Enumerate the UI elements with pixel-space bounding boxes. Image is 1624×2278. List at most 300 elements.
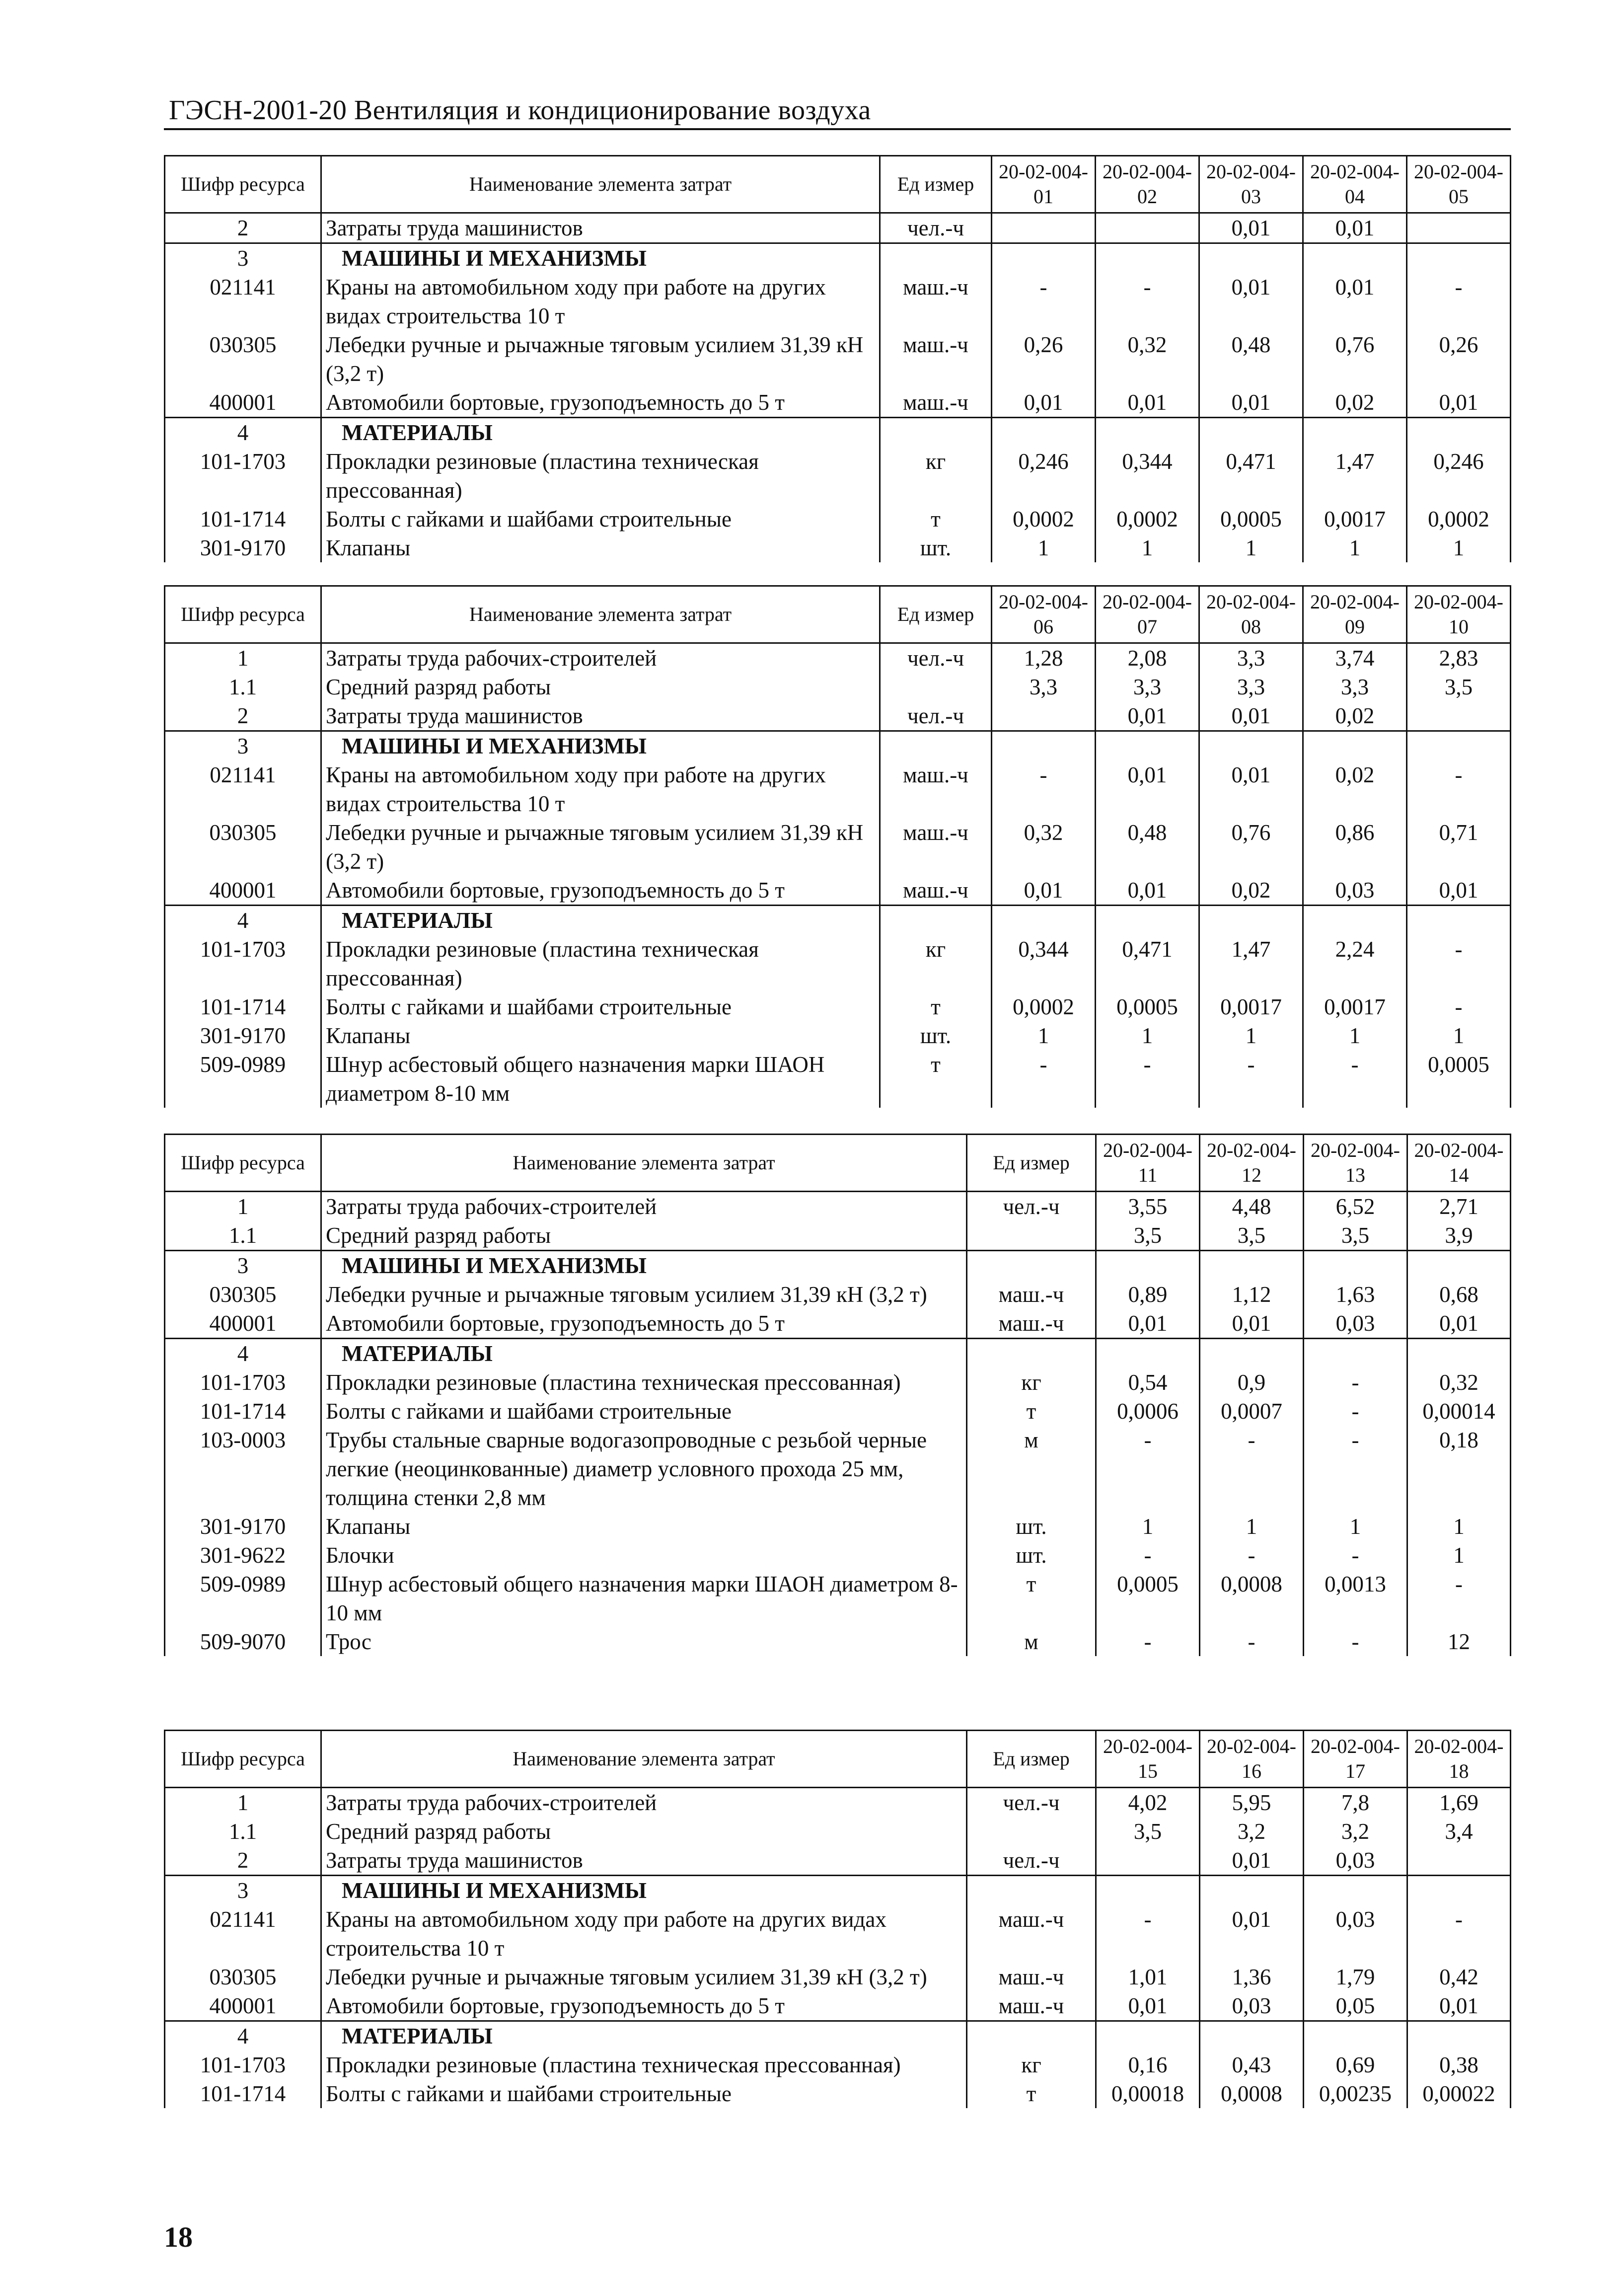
resource-code: 1: [165, 1788, 321, 1818]
resource-code: 509-0989: [165, 1570, 321, 1627]
norm-value: 0,0017: [1303, 992, 1407, 1021]
norm-value: -: [1407, 760, 1511, 818]
cost-element-name: Шнур асбестовый общего назначения марки ШАОН диаметром 8-10 мм: [321, 1050, 880, 1108]
norm-value: 0,01: [1096, 388, 1199, 418]
page-number: 18: [164, 2221, 193, 2253]
resource-code: 4: [165, 418, 321, 448]
norm-value: 3,3: [1199, 673, 1303, 701]
cost-element-name: Прокладки резиновые (пластина техническая прессованная): [321, 935, 880, 992]
norm-value: 0,01: [1200, 1846, 1304, 1876]
norm-value: [1200, 2021, 1304, 2051]
resource-code: 1.1: [165, 1221, 321, 1251]
header-unit: Ед измер: [967, 1731, 1096, 1788]
cost-element-name: Болты с гайками и шайбами строительные: [321, 2079, 967, 2108]
table-row: [165, 1991, 1511, 2021]
header-name: Наименование элемента затрат: [321, 156, 880, 213]
norm-value: 0,18: [1407, 1426, 1511, 1512]
table-row: [165, 533, 1511, 562]
norm-value: -: [1304, 1541, 1407, 1570]
norm-value: 1,79: [1304, 1963, 1407, 1991]
norm-value: 0,01: [1303, 213, 1407, 243]
resource-code: 103-0003: [165, 1426, 321, 1512]
norm-value: 0,01: [1407, 1991, 1511, 2021]
norm-value: -: [1096, 1627, 1200, 1656]
header-rule: [164, 128, 1511, 130]
norm-value: 1: [1199, 1021, 1303, 1050]
norm-value: 0,48: [1199, 330, 1303, 388]
norm-value: 0,00022: [1407, 2079, 1511, 2108]
norm-value: 2,08: [1096, 643, 1199, 673]
unit: т: [967, 1397, 1096, 1426]
norm-value: 0,01: [1407, 876, 1511, 906]
header-name: Наименование элемента затрат: [321, 1135, 967, 1192]
norm-value: 1: [1303, 1021, 1407, 1050]
norm-value: 1: [1096, 1512, 1200, 1541]
unit: маш.-ч: [967, 1280, 1096, 1309]
cost-element-name: Средний разряд работы: [321, 1817, 967, 1846]
norm-value: 0,32: [1096, 330, 1199, 388]
norm-value: 0,03: [1304, 1905, 1407, 1963]
table-row: [165, 2050, 1511, 2079]
norm-value: 0,00235: [1304, 2079, 1407, 2108]
table-row: [165, 213, 1511, 243]
norm-value: [1407, 1876, 1511, 1905]
unit: [967, 1221, 1096, 1251]
norm-value: [1407, 418, 1511, 448]
norm-value: 0,471: [1199, 447, 1303, 505]
cost-element-name: Автомобили бортовые, грузоподъемность до 5 т: [321, 876, 880, 906]
header-name: Наименование элемента затрат: [321, 586, 880, 643]
table-row: [165, 1050, 1511, 1108]
norm-value: 0,0005: [1096, 1570, 1200, 1627]
norm-value: -: [1096, 273, 1199, 330]
table-row: [165, 1426, 1511, 1512]
unit: маш.-ч: [880, 273, 992, 330]
header-norm-code: 20-02-004-13: [1304, 1135, 1407, 1192]
norm-value: [1199, 906, 1303, 935]
norm-value: [1096, 418, 1199, 448]
norm-value: 3,3: [1199, 643, 1303, 673]
resource-code: 400001: [165, 876, 321, 906]
norm-value: 0,76: [1199, 818, 1303, 876]
norm-value: [1304, 1251, 1407, 1281]
norm-value: 1,12: [1200, 1280, 1304, 1309]
norm-value: 1: [992, 533, 1096, 562]
norm-value: 3,74: [1303, 643, 1407, 673]
norm-value: 0,02: [1199, 876, 1303, 906]
norm-value: 0,86: [1303, 818, 1407, 876]
table-row: [165, 1627, 1511, 1656]
norm-value: 0,01: [1096, 1991, 1200, 2021]
table-row: [165, 992, 1511, 1021]
header-unit: Ед измер: [880, 586, 992, 643]
table-row: [165, 701, 1511, 731]
cost-element-name: Болты с гайками и шайбами строительные: [321, 1397, 967, 1426]
norm-value: 0,01: [1199, 388, 1303, 418]
norm-value: 3,5: [1304, 1221, 1407, 1251]
norm-value: -: [1096, 1541, 1200, 1570]
unit: маш.-ч: [880, 876, 992, 906]
norm-value: -: [1304, 1627, 1407, 1656]
norm-value: [1407, 1339, 1511, 1368]
table-row: [165, 505, 1511, 533]
cost-element-name: Лебедки ручные и рычажные тяговым усилием 31,39 кН (3,2 т): [321, 1963, 967, 1991]
norm-value: [1407, 906, 1511, 935]
unit: [880, 673, 992, 701]
unit: маш.-ч: [880, 330, 992, 388]
norm-value: [1407, 213, 1511, 243]
norm-value: 0,00018: [1096, 2079, 1200, 2108]
unit: маш.-ч: [967, 1963, 1096, 1991]
cost-element-name: Затраты труда рабочих-строителей: [321, 1788, 967, 1818]
norm-value: 0,0017: [1199, 992, 1303, 1021]
norm-value: 12: [1407, 1627, 1511, 1656]
norm-value: [1303, 418, 1407, 448]
cost-element-name: Затраты труда машинистов: [321, 1846, 967, 1876]
header-norm-code: 20-02-004-14: [1407, 1135, 1511, 1192]
resource-code: 3: [165, 731, 321, 761]
norm-value: 0,246: [992, 447, 1096, 505]
norm-value: [1096, 2021, 1200, 2051]
header-unit: Ед измер: [880, 156, 992, 213]
norm-value: [1303, 243, 1407, 273]
unit: м: [967, 1426, 1096, 1512]
unit: маш.-ч: [880, 388, 992, 418]
resource-code: 509-9070: [165, 1627, 321, 1656]
norm-value: 0,471: [1096, 935, 1199, 992]
section-row: [165, 731, 1511, 761]
table-row: [165, 273, 1511, 330]
norm-value: [992, 906, 1096, 935]
norm-value: -: [1096, 1050, 1199, 1108]
norm-value: 0,16: [1096, 2050, 1200, 2079]
header-norm-code: 20-02-004-12: [1200, 1135, 1304, 1192]
table-row: [165, 447, 1511, 505]
norm-value: [1407, 1846, 1511, 1876]
resource-code: 4: [165, 1339, 321, 1368]
norm-value: -: [1096, 1905, 1200, 1963]
unit: [967, 1817, 1096, 1846]
cost-element-name: Клапаны: [321, 1021, 880, 1050]
norm-value: [1304, 2021, 1407, 2051]
unit: [967, 1339, 1096, 1368]
unit: шт.: [880, 1021, 992, 1050]
section-title: МАШИНЫ И МЕХАНИЗМЫ: [321, 1251, 967, 1281]
section-row: [165, 1876, 1511, 1905]
resource-code: 301-9170: [165, 1512, 321, 1541]
resource-code: 4: [165, 906, 321, 935]
header-norm-code: 20-02-004-17: [1304, 1731, 1407, 1788]
table-row: [165, 1570, 1511, 1627]
norm-value: [1096, 213, 1199, 243]
cost-element-name: Блочки: [321, 1541, 967, 1570]
resource-code: 021141: [165, 273, 321, 330]
norm-value: 3,5: [1200, 1221, 1304, 1251]
table-row: [165, 1963, 1511, 1991]
resource-code: 2: [165, 1846, 321, 1876]
unit: [880, 906, 992, 935]
norm-value: 1: [1407, 533, 1511, 562]
norm-value: 0,01: [992, 388, 1096, 418]
resource-code: 021141: [165, 1905, 321, 1963]
norm-value: 1,69: [1407, 1788, 1511, 1818]
unit: [967, 2021, 1096, 2051]
resource-code: 030305: [165, 1963, 321, 1991]
cost-element-name: Автомобили бортовые, грузоподъемность до 5 т: [321, 1991, 967, 2021]
norm-value: [1407, 1251, 1511, 1281]
norm-value: 3,2: [1200, 1817, 1304, 1846]
cost-element-name: Краны на автомобильном ходу при работе на других видах строительства 10 т: [321, 273, 880, 330]
norm-value: 3,5: [1096, 1817, 1200, 1846]
table-row: [165, 643, 1511, 673]
table-row: [165, 1280, 1511, 1309]
table-row: [165, 1397, 1511, 1426]
header-norm-code: 20-02-004-05: [1407, 156, 1511, 213]
resource-code: 101-1714: [165, 2079, 321, 2108]
norm-value: [1304, 1339, 1407, 1368]
cost-element-name: Клапаны: [321, 533, 880, 562]
norm-value: 0,26: [1407, 330, 1511, 388]
norm-value: [992, 701, 1096, 731]
norm-value: 6,52: [1304, 1192, 1407, 1221]
unit: м: [967, 1627, 1096, 1656]
norm-value: 0,0007: [1200, 1397, 1304, 1426]
norm-value: 3,3: [1096, 673, 1199, 701]
resource-code: 030305: [165, 818, 321, 876]
norm-value: 0,01: [1199, 273, 1303, 330]
unit: чел.-ч: [880, 701, 992, 731]
header-norm-code: 20-02-004-18: [1407, 1731, 1511, 1788]
norm-value: 0,38: [1407, 2050, 1511, 2079]
section-row: [165, 1251, 1511, 1281]
cost-element-name: Затраты труда машинистов: [321, 701, 880, 731]
norm-value: 1: [1096, 1021, 1199, 1050]
norm-value: -: [1199, 1050, 1303, 1108]
norm-value: 3,9: [1407, 1221, 1511, 1251]
cost-element-name: Средний разряд работы: [321, 1221, 967, 1251]
norm-value: 0,03: [1303, 876, 1407, 906]
norm-value: 1: [1096, 533, 1199, 562]
cost-element-name: Затраты труда рабочих-строителей: [321, 1192, 967, 1221]
norm-value: 2,24: [1303, 935, 1407, 992]
header-norm-code: 20-02-004-03: [1199, 156, 1303, 213]
table-row: [165, 1021, 1511, 1050]
norm-value: 1: [1199, 533, 1303, 562]
norm-value: [992, 243, 1096, 273]
section-title: МАШИНЫ И МЕХАНИЗМЫ: [321, 243, 880, 273]
norm-value: 1,47: [1199, 935, 1303, 992]
norm-value: [1096, 1876, 1200, 1905]
header-code: Шифр ресурса: [165, 1135, 321, 1192]
norm-value: 0,0013: [1304, 1570, 1407, 1627]
norm-value: -: [992, 760, 1096, 818]
norm-value: -: [1407, 273, 1511, 330]
norm-value: [1407, 731, 1511, 761]
norm-value: [1303, 906, 1407, 935]
unit: шт.: [967, 1541, 1096, 1570]
resource-code: 301-9622: [165, 1541, 321, 1570]
cost-element-name: Трос: [321, 1627, 967, 1656]
norm-value: 1: [992, 1021, 1096, 1050]
norm-value: 0,02: [1303, 701, 1407, 731]
norm-value: 1,01: [1096, 1963, 1200, 1991]
norm-value: [1407, 701, 1511, 731]
resource-code: 400001: [165, 1991, 321, 2021]
norm-value: 0,76: [1303, 330, 1407, 388]
norm-value: 0,03: [1304, 1846, 1407, 1876]
norm-value: 0,0002: [992, 505, 1096, 533]
norm-value: 0,0008: [1200, 1570, 1304, 1627]
table-row: [165, 2079, 1511, 2108]
norm-value: 0,32: [992, 818, 1096, 876]
section-title: МАТЕРИАЛЫ: [321, 906, 880, 935]
norm-value: 1: [1200, 1512, 1304, 1541]
unit: маш.-ч: [967, 1991, 1096, 2021]
cost-element-name: Краны на автомобильном ходу при работе на других видах строительства 10 т: [321, 1905, 967, 1963]
norm-value: 0,0006: [1096, 1397, 1200, 1426]
cost-element-name: Трубы стальные сварные водогазопроводные с резьбой черные легкие (неоцинкованные) диаметр условного прохода 25 мм, толщина стенки 2,8 мм: [321, 1426, 967, 1512]
resource-code: 030305: [165, 1280, 321, 1309]
table-row: [165, 1788, 1511, 1818]
table-header-row: [165, 156, 1511, 213]
norm-value: 3,5: [1407, 673, 1511, 701]
norm-value: 0,246: [1407, 447, 1511, 505]
unit: маш.-ч: [880, 760, 992, 818]
norm-value: 0,01: [1096, 760, 1199, 818]
norm-value: -: [1304, 1426, 1407, 1512]
table-row: [165, 1309, 1511, 1339]
table-row: [165, 1846, 1511, 1876]
norm-value: -: [1304, 1397, 1407, 1426]
norm-value: 0,42: [1407, 1963, 1511, 1991]
resource-table-3: [164, 1134, 1511, 1656]
unit: кг: [967, 1368, 1096, 1397]
cost-element-name: Прокладки резиновые (пластина техническая прессованная): [321, 1368, 967, 1397]
header-norm-code: 20-02-004-07: [1096, 586, 1199, 643]
norm-value: [1096, 906, 1199, 935]
norm-value: [992, 731, 1096, 761]
resource-code: 1: [165, 1192, 321, 1221]
norm-value: [1407, 243, 1511, 273]
norm-value: 0,43: [1200, 2050, 1304, 2079]
header-norm-code: 20-02-004-04: [1303, 156, 1407, 213]
norm-value: [1199, 731, 1303, 761]
norm-value: 0,02: [1303, 760, 1407, 818]
resource-code: 101-1703: [165, 1368, 321, 1397]
norm-value: 0,54: [1096, 1368, 1200, 1397]
page-header-title: ГЭСН-2001-20 Вентиляция и кондиционирование воздуха: [169, 95, 871, 126]
resource-code: 101-1714: [165, 992, 321, 1021]
norm-value: [1200, 1876, 1304, 1905]
table-row: [165, 1368, 1511, 1397]
table-row: [165, 1192, 1511, 1221]
norm-value: 0,01: [1407, 1309, 1511, 1339]
cost-element-name: Средний разряд работы: [321, 673, 880, 701]
norm-value: 0,344: [992, 935, 1096, 992]
header-norm-code: 20-02-004-02: [1096, 156, 1199, 213]
header-norm-code: 20-02-004-08: [1199, 586, 1303, 643]
norm-value: 0,01: [992, 876, 1096, 906]
norm-value: 0,0005: [1407, 1050, 1511, 1108]
norm-value: 0,0002: [1407, 505, 1511, 533]
norm-value: 0,01: [1096, 701, 1199, 731]
norm-value: -: [1200, 1426, 1304, 1512]
section-title: МАШИНЫ И МЕХАНИЗМЫ: [321, 731, 880, 761]
table-header-row: [165, 1135, 1511, 1192]
resource-code: 400001: [165, 388, 321, 418]
cost-element-name: Лебедки ручные и рычажные тяговым усилием 31,39 кН (3,2 т): [321, 818, 880, 876]
norm-value: 1,47: [1303, 447, 1407, 505]
cost-element-name: Автомобили бортовые, грузоподъемность до 5 т: [321, 1309, 967, 1339]
header-code: Шифр ресурса: [165, 1731, 321, 1788]
resource-code: 2: [165, 213, 321, 243]
table-row: [165, 1512, 1511, 1541]
unit: чел.-ч: [967, 1788, 1096, 1818]
resource-code: 1.1: [165, 673, 321, 701]
norm-value: 0,71: [1407, 818, 1511, 876]
header-code: Шифр ресурса: [165, 586, 321, 643]
table-row: [165, 935, 1511, 992]
unit: кг: [880, 447, 992, 505]
norm-value: 1: [1407, 1541, 1511, 1570]
cost-element-name: Автомобили бортовые, грузоподъемность до 5 т: [321, 388, 880, 418]
table-row: [165, 1905, 1511, 1963]
norm-value: 0,01: [1200, 1905, 1304, 1963]
norm-value: [1303, 731, 1407, 761]
norm-value: [1304, 1876, 1407, 1905]
cost-element-name: Клапаны: [321, 1512, 967, 1541]
norm-value: 3,55: [1096, 1192, 1200, 1221]
resource-code: 030305: [165, 330, 321, 388]
norm-value: 3,4: [1407, 1817, 1511, 1846]
resource-code: 101-1714: [165, 505, 321, 533]
resource-code: 1.1: [165, 1817, 321, 1846]
norm-value: 3,3: [992, 673, 1096, 701]
header-norm-code: 20-02-004-11: [1096, 1135, 1200, 1192]
table-header-row: [165, 586, 1511, 643]
norm-value: -: [1407, 1570, 1511, 1627]
norm-value: 0,01: [1303, 273, 1407, 330]
section-title: МАШИНЫ И МЕХАНИЗМЫ: [321, 1876, 967, 1905]
norm-value: 1: [1407, 1512, 1511, 1541]
resource-code: 3: [165, 243, 321, 273]
header-norm-code: 20-02-004-10: [1407, 586, 1511, 643]
unit: шт.: [880, 533, 992, 562]
unit: чел.-ч: [880, 213, 992, 243]
norm-value: 1,36: [1200, 1963, 1304, 1991]
norm-value: 0,69: [1304, 2050, 1407, 2079]
resource-code: 021141: [165, 760, 321, 818]
cost-element-name: Краны на автомобильном ходу при работе на других видах строительства 10 т: [321, 760, 880, 818]
resource-table-2: [164, 585, 1511, 1108]
norm-value: [1096, 243, 1199, 273]
unit: чел.-ч: [880, 643, 992, 673]
unit: т: [880, 505, 992, 533]
norm-value: 1: [1303, 533, 1407, 562]
unit: чел.-ч: [967, 1192, 1096, 1221]
unit: т: [880, 992, 992, 1021]
norm-value: 0,03: [1304, 1309, 1407, 1339]
section-row: [165, 1339, 1511, 1368]
norm-value: [1199, 243, 1303, 273]
unit: т: [880, 1050, 992, 1108]
norm-value: -: [1304, 1368, 1407, 1397]
resource-code: 400001: [165, 1309, 321, 1339]
header-norm-code: 20-02-004-16: [1200, 1731, 1304, 1788]
norm-value: 0,05: [1304, 1991, 1407, 2021]
header-unit: Ед измер: [967, 1135, 1096, 1192]
unit: [967, 1251, 1096, 1281]
